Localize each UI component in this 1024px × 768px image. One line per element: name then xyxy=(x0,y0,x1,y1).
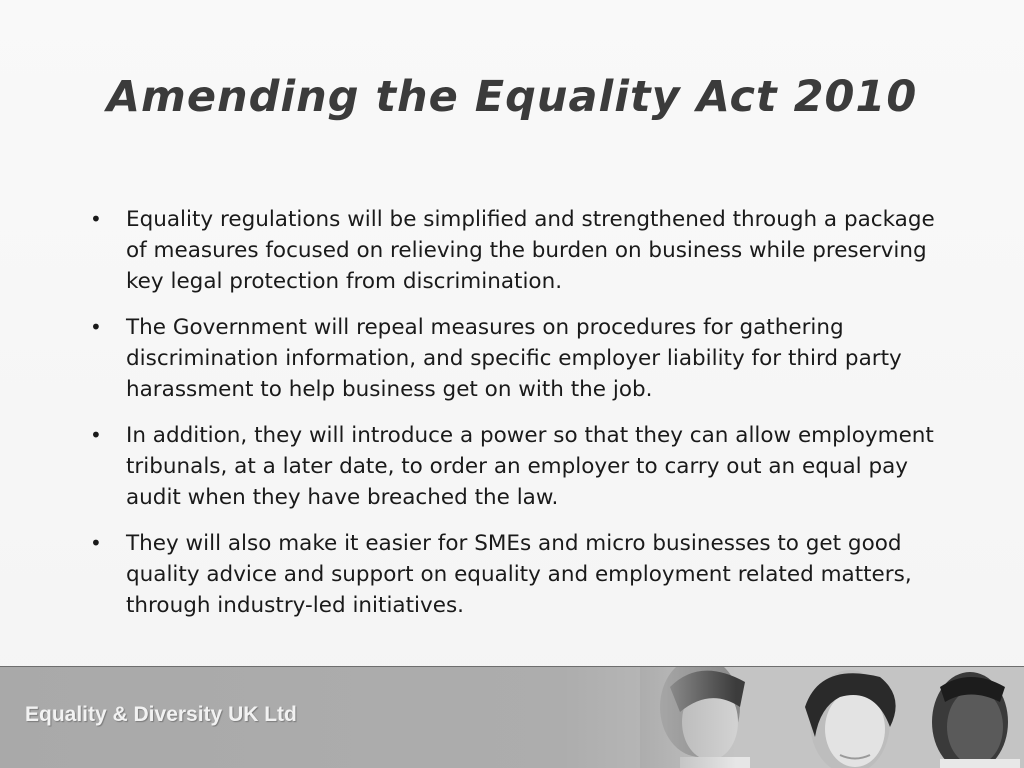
bullet-item xyxy=(90,204,940,297)
bullet-text: Equality regulations will be simplified and strengthened through a package of measures focused on relieving the burden on business while preserving key legal protection from discrimination. xyxy=(126,207,935,294)
bullet-item xyxy=(90,420,940,513)
bullet-icon: • xyxy=(90,423,102,447)
bullet-icon: • xyxy=(90,207,102,231)
bullet-item xyxy=(90,528,940,621)
bullet-icon: • xyxy=(90,315,102,339)
footer-banner xyxy=(0,666,1024,768)
bullet-text: The Government will repeal measures on procedures for gathering discrimination information, and specific employer liability for third party harassment to help business get on with the job. xyxy=(126,315,902,402)
bullet-list xyxy=(90,204,940,636)
bullet-text: In addition, they will introduce a power so that they can allow employment tribunals, at a later date, to order an employer to carry out an equal pay audit when they have breached the law. xyxy=(126,423,934,510)
slide-title: Amending the Equality Act 2010 xyxy=(106,72,918,122)
people-photo xyxy=(640,667,1024,768)
bullet-text: They will also make it easier for SMEs and micro businesses to get good quality advice and support on equality and employment related matters, through industry-led initiatives. xyxy=(126,531,912,618)
bullet-icon: • xyxy=(90,531,102,555)
bullet-item xyxy=(90,312,940,405)
footer-brand-logo: Equality & Diversity UK Ltd xyxy=(25,703,297,726)
